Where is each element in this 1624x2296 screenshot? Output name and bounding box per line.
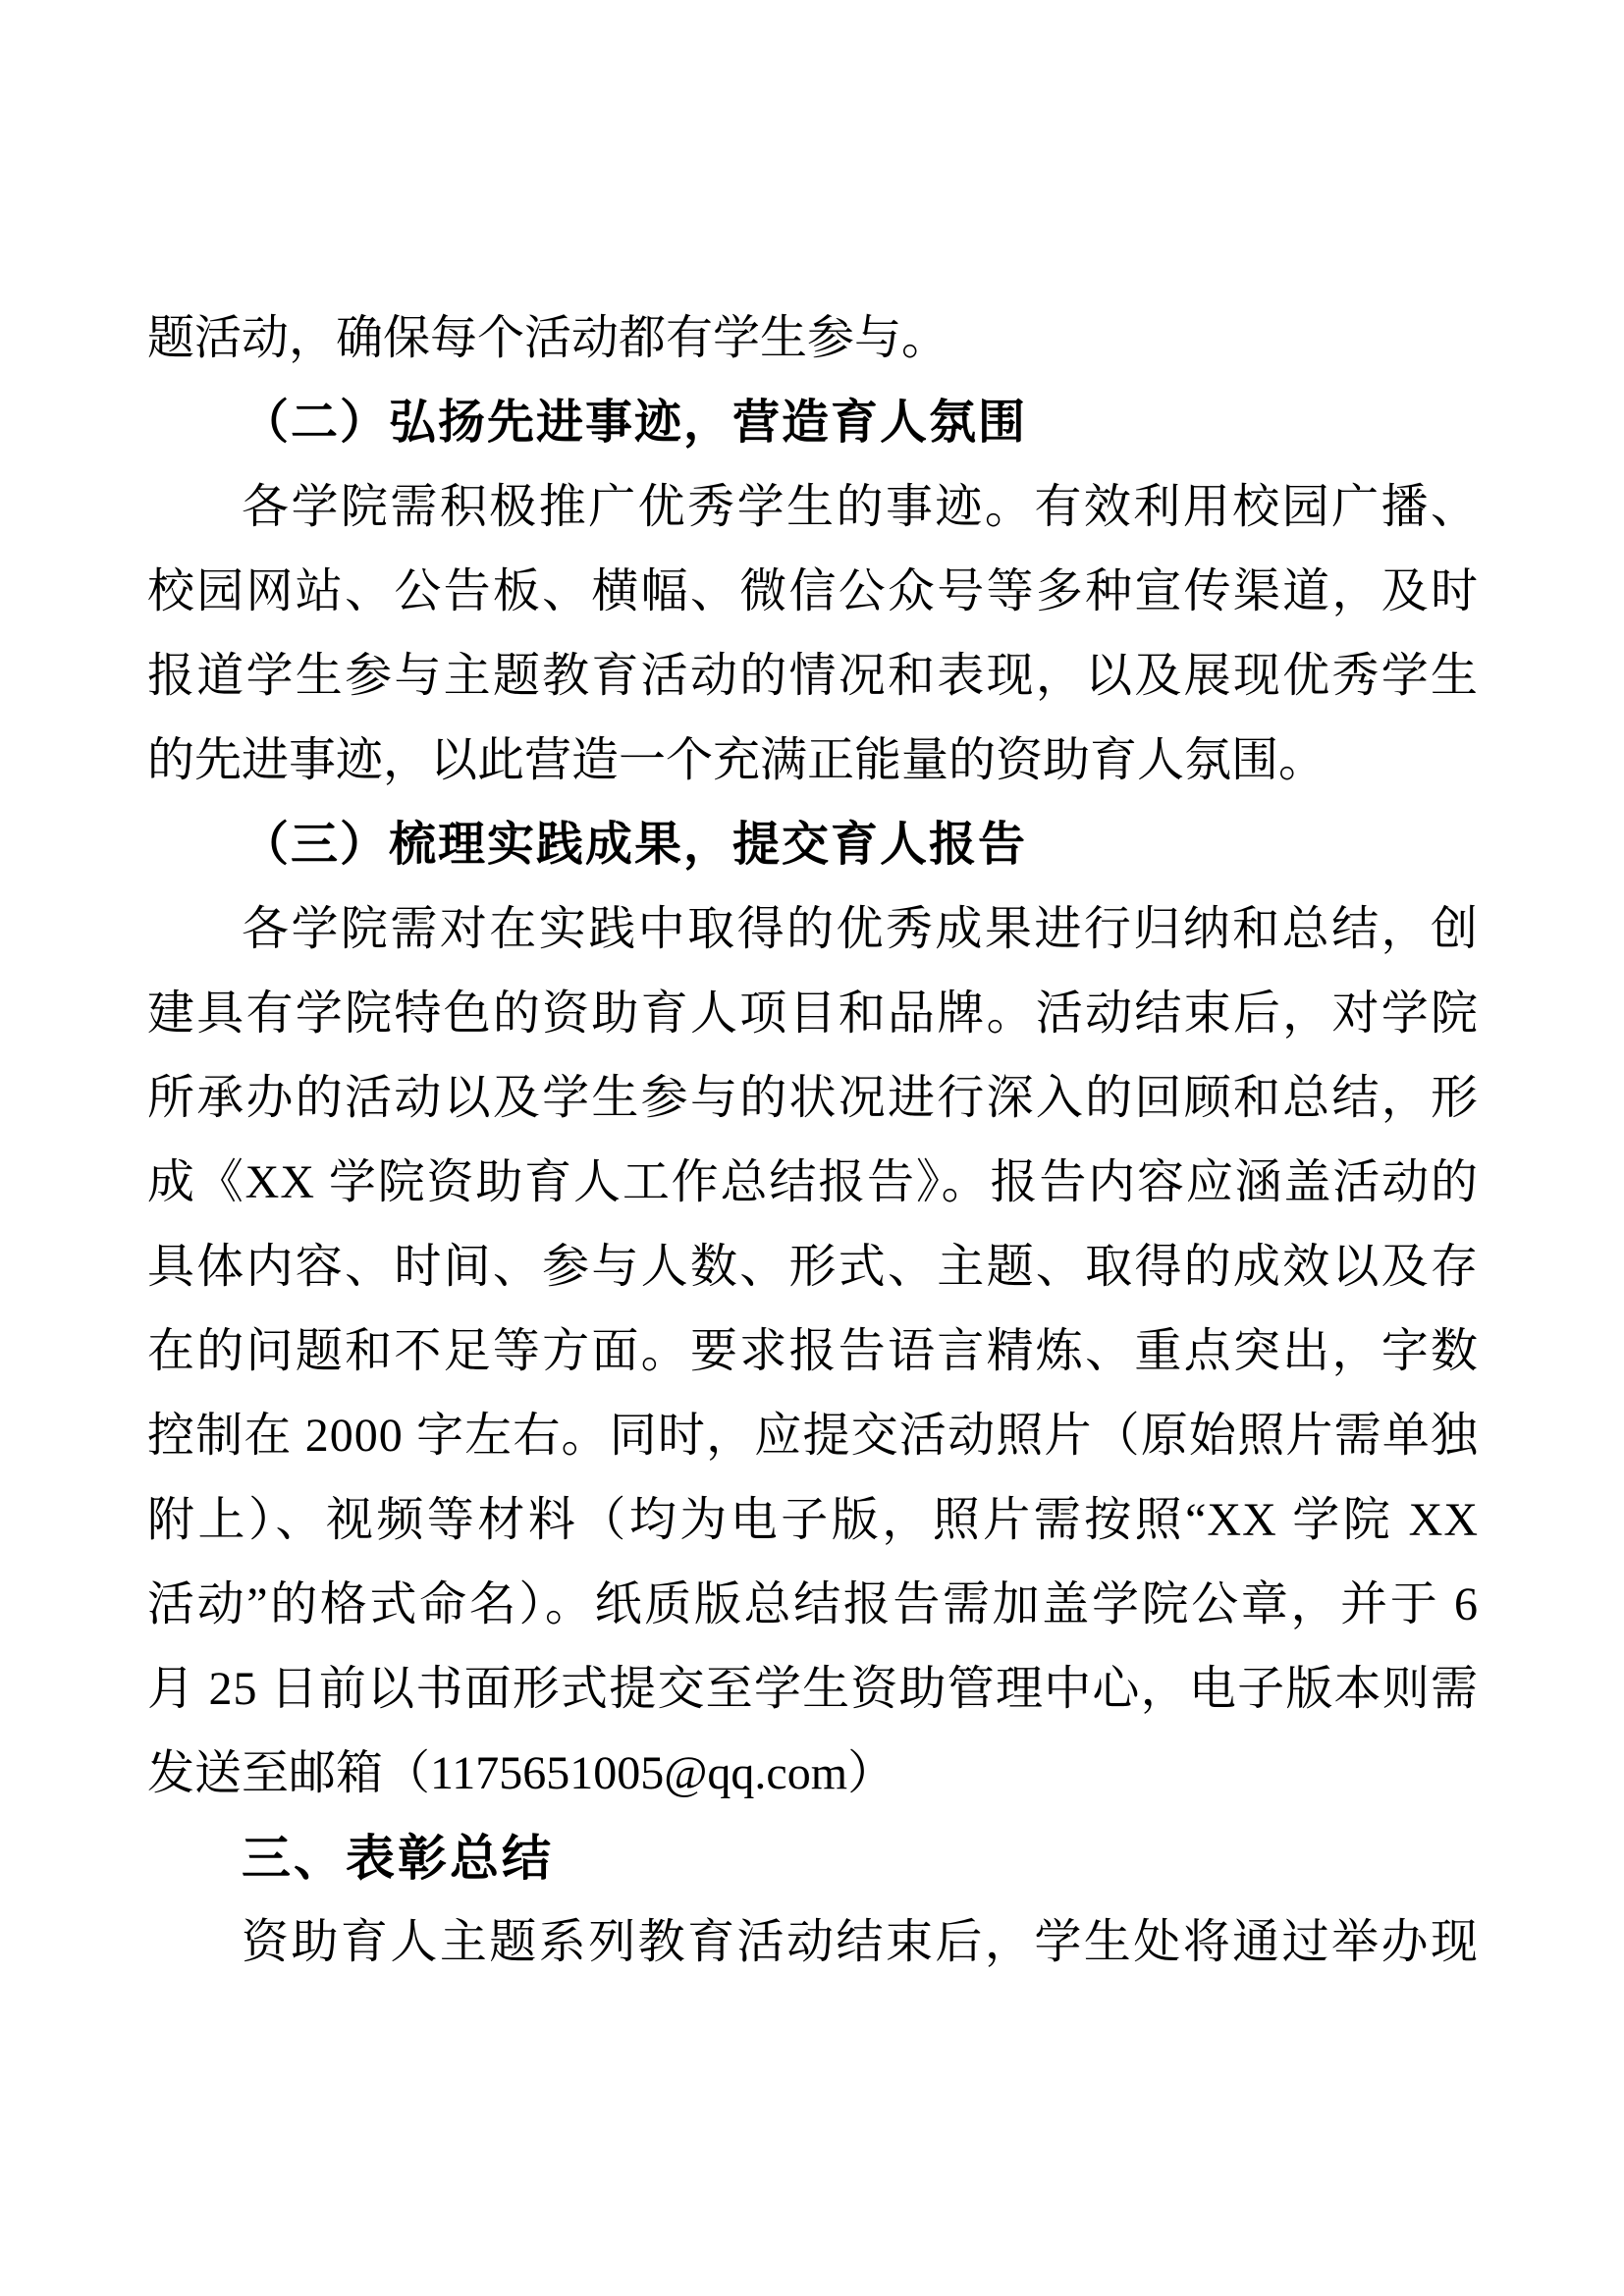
paragraph-line: 题活动，确保每个活动都有学生参与。 (147, 312, 949, 364)
paragraph-line: 月 25 日前以书面形式提交至学生资助管理中心，电子版本则需 (147, 1663, 1479, 1715)
paragraph-line: 资助育人主题系列教育活动结束后，学生处将通过举办现 (242, 1916, 1479, 1968)
paragraph-line: 报道学生参与主题教育活动的情况和表现，以及展现优秀学生 (147, 650, 1479, 702)
paragraph-line: 活动”的格式命名）。纸质版总结报告需加盖学院公章，并于 6 (147, 1578, 1479, 1630)
paragraph-line: 附上）、视频等材料（均为电子版，照片需按照“XX 学院 XX (147, 1494, 1479, 1546)
section-heading-2: （二）弘扬先进事迹，营造育人氛围 (242, 397, 1028, 449)
paragraph-line: 控制在 2000 字左右。同时，应提交活动照片（原始照片需单独 (147, 1410, 1479, 1462)
paragraph-line: 具体内容、时间、参与人数、形式、主题、取得的成效以及存 (147, 1241, 1479, 1293)
document-body (147, 296, 1479, 1985)
section-heading-1: 三、表彰总结 (242, 1831, 554, 1886)
email-line: 发送至邮箱（1175651005@qq.com） (147, 1747, 895, 1799)
paragraph-line: 成《XX 学院资助育人工作总结报告》。报告内容应涵盖活动的 (147, 1156, 1479, 1208)
section-heading-3: （三）梳理实践成果，提交育人报告 (242, 819, 1028, 871)
paragraph-line: 所承办的活动以及学生参与的状况进行深入的回顾和总结，形 (147, 1072, 1479, 1124)
paragraph-line: 的先进事迹，以此营造一个充满正能量的资助育人氛围。 (147, 734, 1326, 786)
paragraph-line: 校园网站、公告板、横幅、微信公众号等多种宣传渠道，及时 (147, 565, 1479, 617)
paragraph-line: 在的问题和不足等方面。要求报告语言精炼、重点突出，字数 (147, 1325, 1479, 1377)
paragraph-line: 建具有学院特色的资助育人项目和品牌。活动结束后，对学院 (147, 988, 1479, 1040)
paragraph-line: 各学院需积极推广优秀学生的事迹。有效利用校园广播、 (242, 481, 1479, 533)
paragraph-line: 各学院需对在实践中取得的优秀成果进行归纳和总结，创 (242, 903, 1479, 955)
